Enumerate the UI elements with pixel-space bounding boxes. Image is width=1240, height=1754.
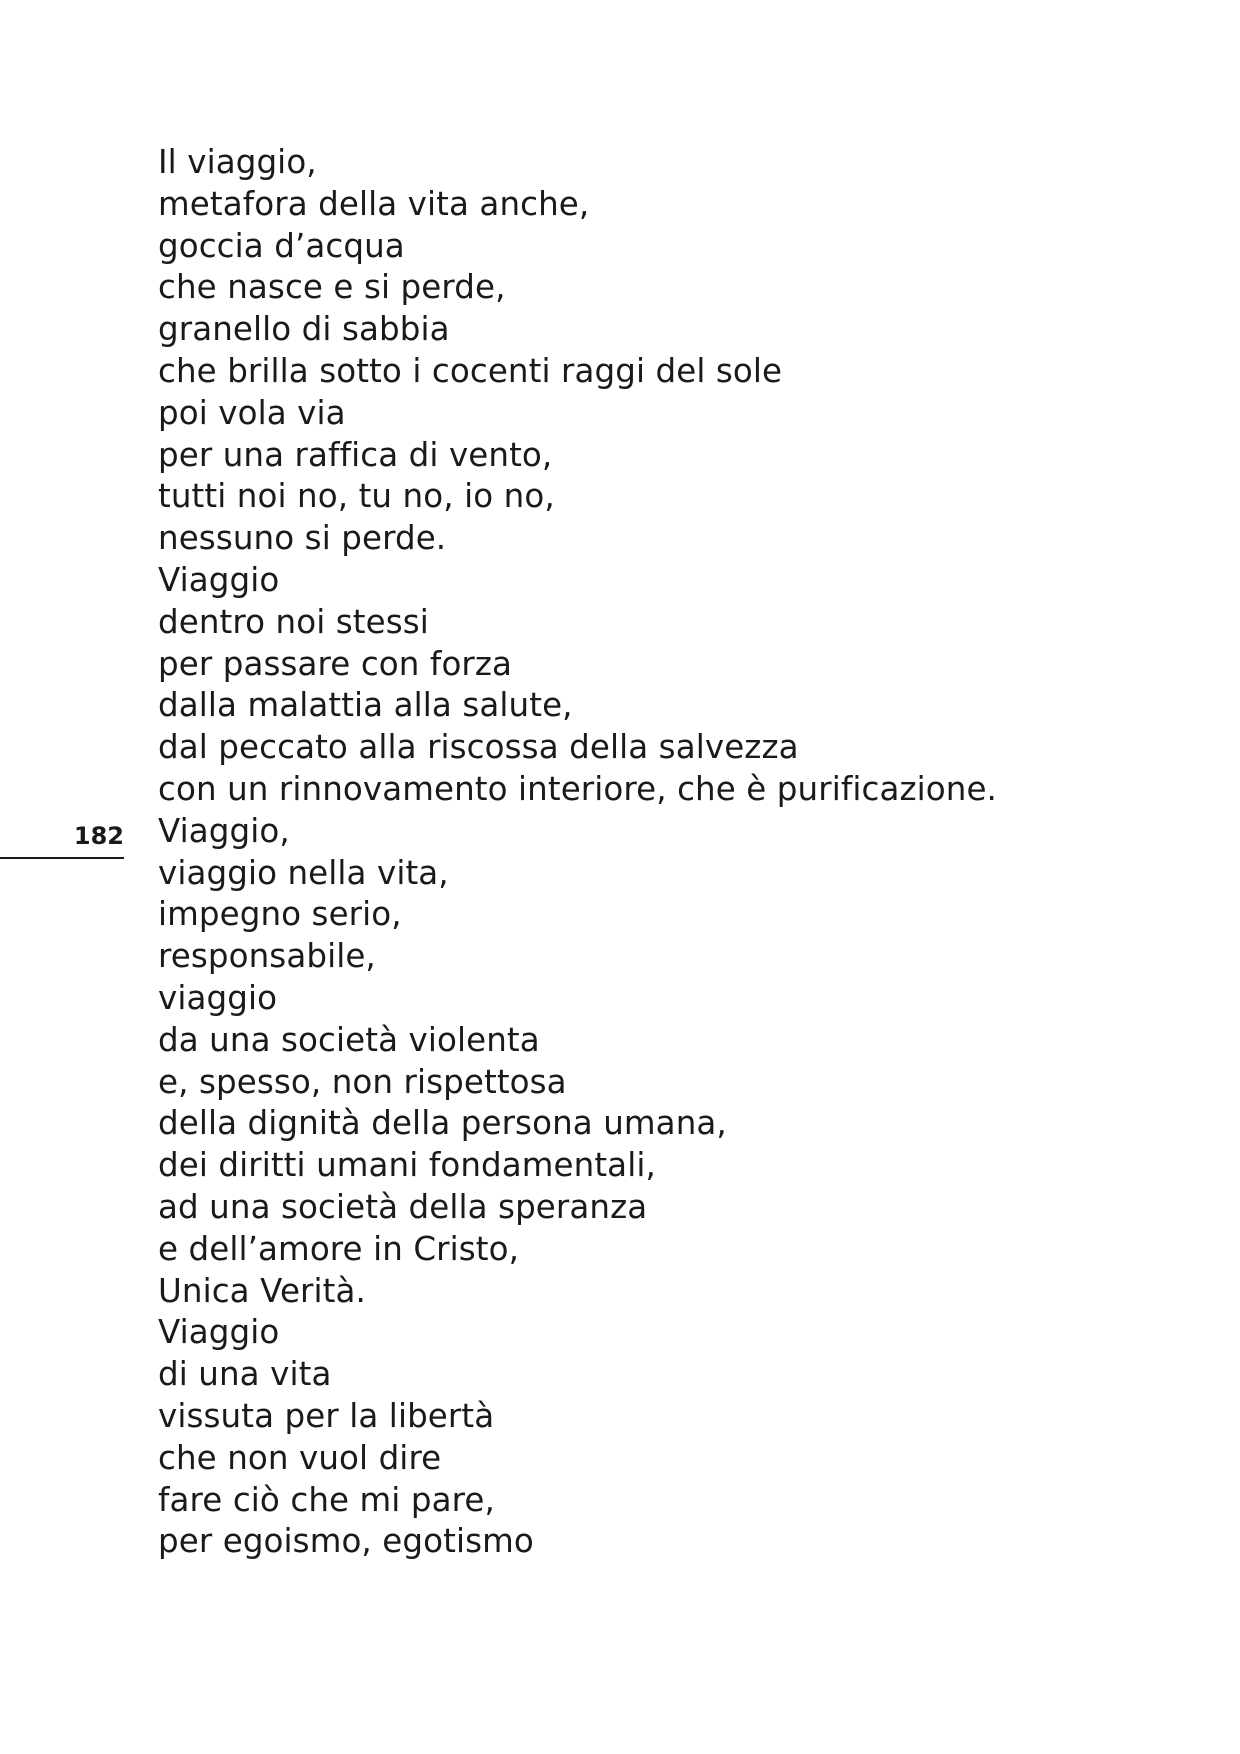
poem-line: impegno serio, <box>158 895 402 934</box>
poem-line: nessuno si perde. <box>158 519 447 558</box>
poem-line: granello di sabbia <box>158 310 450 349</box>
poem-line: vissuta per la libertà <box>158 1396 495 1435</box>
poem-line: tutti noi no, tu no, io no, <box>158 477 555 516</box>
poem-line: Il viaggio, <box>158 143 317 181</box>
poem-line: Unica Verità. <box>158 1271 366 1310</box>
poem-line: per egoismo, egotismo <box>158 1522 534 1561</box>
poem-line: viaggio <box>158 978 278 1017</box>
poem-line: che nasce e si perde, <box>158 268 506 307</box>
poem-line: dal peccato alla riscossa della salvezza <box>158 728 799 767</box>
poem-line: fare ciò che mi pare, <box>158 1480 495 1519</box>
page-number-rule <box>0 857 124 859</box>
poem-line: e dell’amore in Cristo, <box>158 1229 520 1268</box>
poem-line: dentro noi stessi <box>158 602 429 641</box>
poem-line: per una raffica di vento, <box>158 435 553 474</box>
poem-line: dalla malattia alla salute, <box>158 686 573 725</box>
poem-line: e, spesso, non rispettosa <box>158 1062 567 1101</box>
poem-line: goccia d’acqua <box>158 226 405 265</box>
poem-line: con un rinnovamento interiore, che è purificazione. <box>158 769 997 808</box>
poem-line: che brilla sotto i cocenti raggi del sole <box>158 351 783 390</box>
poem-line: poi vola via <box>158 393 346 432</box>
page-number: 182 <box>73 822 124 850</box>
poem-line: viaggio nella vita, <box>158 853 449 892</box>
poem-line: ad una società della speranza <box>158 1187 648 1226</box>
poem-line: della dignità della persona umana, <box>158 1104 727 1143</box>
poem-line: responsabile, <box>158 937 376 976</box>
poem-line: da una società violenta <box>158 1020 540 1059</box>
poem-line: Viaggio <box>158 560 280 599</box>
poem-text <box>158 142 1218 1563</box>
poem-line: Viaggio <box>158 1313 280 1352</box>
poem-line: metafora della vita anche, <box>158 184 590 223</box>
poem-line: che non vuol dire <box>158 1438 442 1477</box>
poem-line: Viaggio, <box>158 811 290 850</box>
poem-line: di una vita <box>158 1355 332 1394</box>
poem-line: dei diritti umani fondamentali, <box>158 1146 656 1185</box>
poem-line: per passare con forza <box>158 644 513 683</box>
